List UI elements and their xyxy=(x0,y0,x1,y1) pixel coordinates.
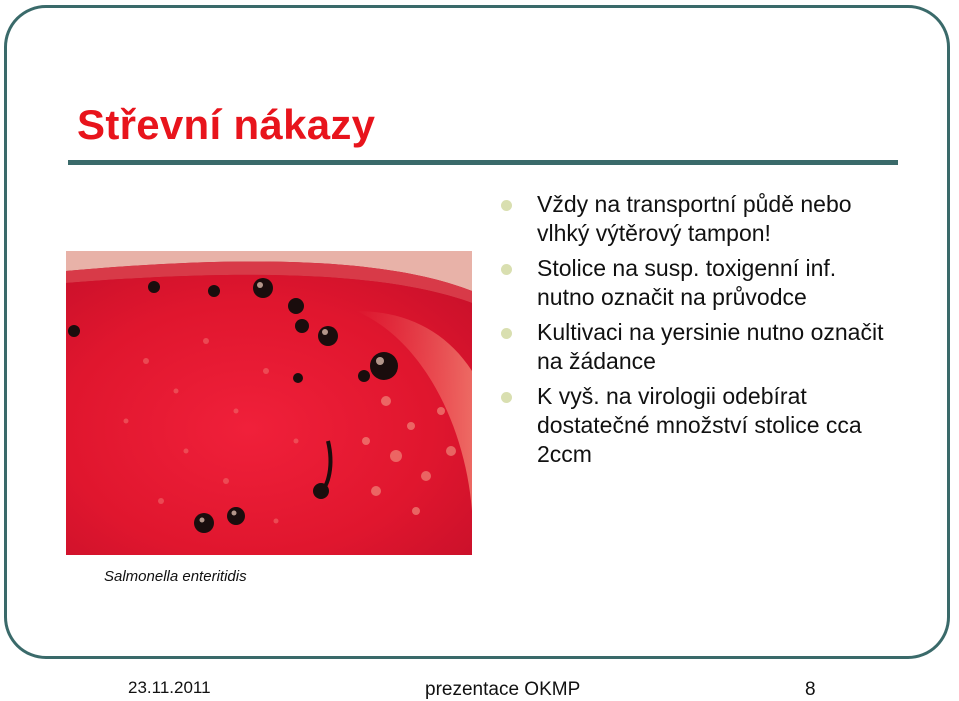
bullet-list xyxy=(500,190,900,475)
bullet-item xyxy=(500,382,900,469)
bullet-text: Stolice na susp. toxigenní inf. nutno označit na průvodce xyxy=(537,255,837,310)
bullet-item xyxy=(500,318,900,376)
bullet-dot-icon xyxy=(501,200,512,211)
footer-date: 23.11.2011 xyxy=(128,678,211,697)
photo-caption: Salmonella enteritidis xyxy=(104,568,247,585)
bullet-text: K vyš. na virologii odebírat dostatečné množství stolice cca 2ccm xyxy=(537,383,862,467)
footer-center-text: prezentace OKMP xyxy=(425,679,581,700)
bullet-dot-icon xyxy=(501,264,512,275)
bullet-text: Kultivaci na yersinie nutno označit na žádance xyxy=(537,319,884,374)
bullet-dot-icon xyxy=(501,328,512,339)
slide-title: Střevní nákazy xyxy=(77,101,376,148)
bullet-item xyxy=(500,190,900,248)
bullet-text: Vždy na transportní půdě nebo vlhký výtěrový tampon! xyxy=(537,191,852,246)
bullet-item xyxy=(500,254,900,312)
title-underline xyxy=(68,160,898,165)
slide-number: 8 xyxy=(805,679,816,700)
bullet-dot-icon xyxy=(501,392,512,403)
agar-plate-photo xyxy=(66,251,472,555)
